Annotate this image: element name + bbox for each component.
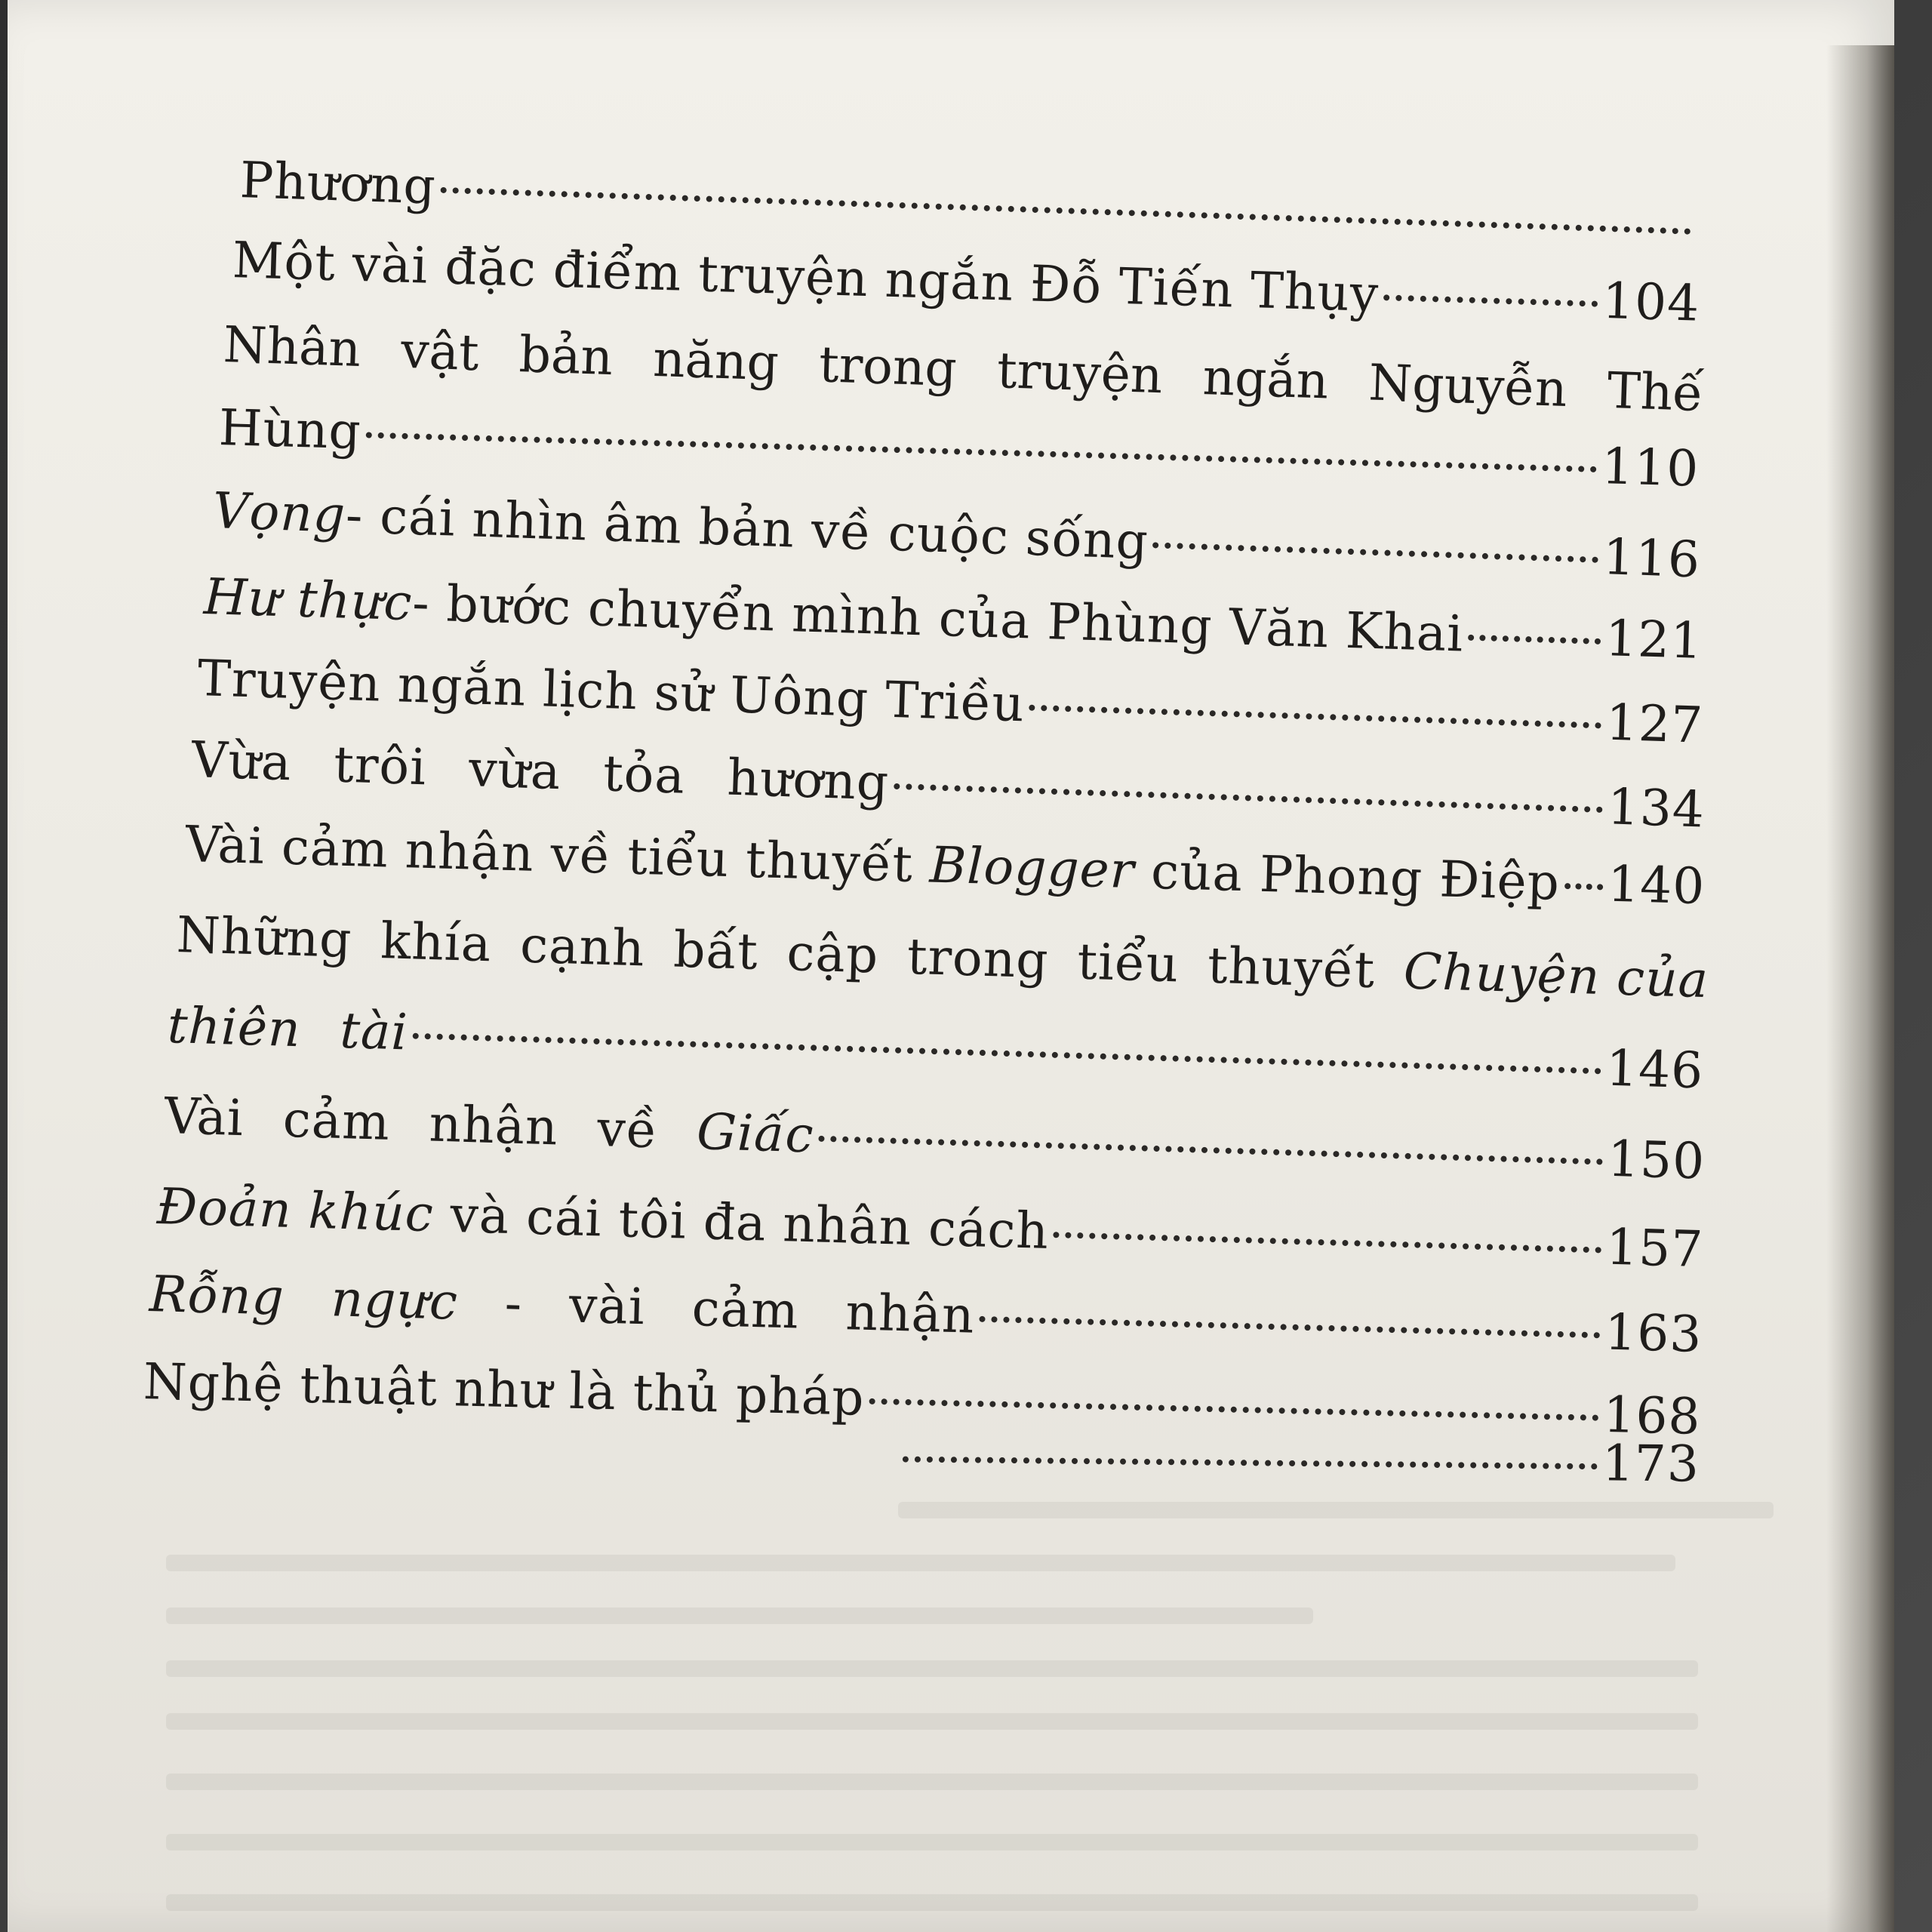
toc-entry-title: - vài cảm nhận	[457, 1272, 976, 1345]
toc-entry	[203, 568, 1703, 670]
toc-leader-dots	[818, 1136, 1603, 1165]
toc-entry	[212, 481, 1701, 589]
toc-leader-dots	[1564, 883, 1604, 890]
toc-entry	[167, 996, 1704, 1100]
toc-page-number: 134	[1606, 777, 1706, 839]
toc-page-number: 104	[1601, 271, 1701, 333]
toc-word: truyện	[995, 341, 1164, 405]
toc-entry-title: Những khía cạnh bất cập trong tiểu thuyết	[175, 906, 1405, 1001]
toc-leader-dots	[440, 187, 1690, 235]
toc-entry-italic-title: thiên tài	[166, 996, 409, 1062]
toc-entry-title: Nghệ thuật như là thủ pháp	[143, 1352, 866, 1427]
toc-page-number: 168	[1602, 1385, 1702, 1446]
toc-entry-italic-title: Rỗng ngực	[148, 1265, 459, 1331]
toc-entry-title: và cái tôi đa nhân cách	[432, 1185, 1050, 1260]
toc-leader-dots	[366, 432, 1598, 472]
toc-page-number: 116	[1601, 528, 1702, 589]
toc-entry-italic-title: Giấc	[696, 1102, 815, 1164]
toc-page-number: 110	[1601, 437, 1700, 498]
toc-entry-italic-title: Chuyện của	[1402, 942, 1710, 1010]
toc-entry-title: - cái nhìn âm bản về cuộc sống	[344, 485, 1150, 571]
toc-entry-title: Hùng	[217, 398, 362, 461]
toc-leader-dots	[1383, 294, 1598, 306]
toc-entry-italic-title: Hư thực	[202, 568, 414, 632]
toc-word: ngắn	[1201, 348, 1330, 411]
toc-leader-dots	[869, 1398, 1598, 1421]
toc-entry	[164, 1087, 1706, 1191]
toc-entry-italic-title: Blogger	[928, 835, 1136, 900]
toc-entry-title: Truyện ngắn lịch sử Uông Triều	[196, 649, 1026, 734]
toc-word: Nguyễn	[1367, 353, 1568, 419]
toc-entry	[156, 1177, 1704, 1278]
toc-page-number: 150	[1607, 1129, 1706, 1191]
toc-leader-dots	[903, 1457, 1598, 1470]
toc-entry	[175, 906, 1710, 1010]
toc-entry-title: Vài cảm nhận về tiểu thuyết	[184, 815, 931, 894]
toc-entry-title: Vài cảm nhận về	[163, 1087, 698, 1161]
toc-leader-dots	[1029, 705, 1601, 729]
toc-page-number: 121	[1604, 609, 1704, 670]
toc-entry-title: Phương	[238, 151, 438, 216]
toc-leader-dots	[979, 1316, 1600, 1339]
toc-word: Thế	[1606, 361, 1705, 423]
toc-entry-title: của Phong Điệp	[1134, 841, 1561, 912]
toc-entry	[149, 1265, 1703, 1364]
toc-word: bản	[518, 325, 614, 387]
toc-leader-dots	[1468, 635, 1601, 645]
toc-entry-title: Một vài đặc điểm truyện ngắn Đỗ Tiến Thụy	[231, 231, 1380, 324]
toc-page-number: 140	[1607, 854, 1706, 916]
toc-leader-dots	[1153, 542, 1598, 563]
toc-word: trong	[817, 335, 958, 398]
toc-entry-title: Vừa trôi vừa tỏa hương	[190, 731, 891, 812]
toc-page-number: 163	[1604, 1303, 1703, 1364]
toc-entry-italic-title: Vọng	[211, 481, 347, 544]
toc-page-number: 127	[1604, 693, 1705, 755]
toc-leader-dots	[1054, 1232, 1602, 1253]
toc-leader-dots	[894, 783, 1603, 813]
toc-entry-title: - bước chuyển mình của Phùng Văn Khai	[411, 574, 1465, 663]
toc-word: Nhân	[222, 315, 362, 379]
toc-page-number: 157	[1605, 1217, 1705, 1279]
toc-word: vật	[400, 321, 480, 383]
toc-leader-dots	[412, 1033, 1601, 1075]
toc-page-number: 173	[1601, 1434, 1700, 1494]
toc-page-number: 146	[1605, 1038, 1705, 1100]
toc-entry-italic-title: Đoản khúc	[155, 1177, 435, 1244]
toc-word: năng	[652, 329, 780, 392]
